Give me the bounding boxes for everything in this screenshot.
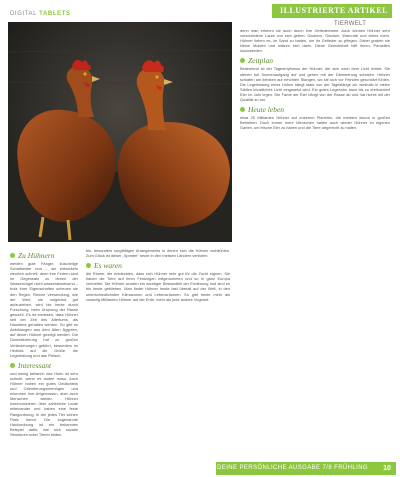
page-footer [0, 462, 400, 477]
bullet-icon [10, 363, 15, 368]
body-paragraph: die Römer, die entdeckten, dass sich Hühner sehr gut für die Zucht eignen. Sie haben die Tiere auf ihren Feldzügen mitgenommen und so in ganz Europa verbreitet. Die Hühner wurden ein wichtiger Bestandteil der Ernährung und sind es bis heute geblieben. Man findet Hühner heute fast überall auf der Welt, in den unterschiedlichsten Klimazonen und Lebensräumen. Es gibt heute mehr als zwanzig Milliarden Hühner auf der Erde, mehr als jede andere Vogelart. [86, 271, 230, 302]
article-column-3 [240, 28, 390, 132]
article-column-1 [10, 248, 78, 439]
body-paragraph: Bedeutend ist der Tagesrhythmus der Hühner, der sich nach dem Licht richtet. Sie stehen bei Sonnenaufgang auf und gehen mit der Dämmerung schlafen. Hühner schlafen am liebsten auf erhöhten Stangen, wo sie sich vor Feinden geschützt fühlen. Die Legeleistung eines Huhns hängt stark von der Tageslänge ab, weshalb in vielen Ställen künstliches Licht eingesetzt wird. Ein gutes Legehuhn kann bis zu dreihundert Eier im Jahr legen. Die Farbe der Eier hängt von der Rasse ab und hat nichts mit der Qualität zu tun. [240, 66, 390, 103]
body-paragraph: und wenig bekannt: das Huhn ist sehr schnell, wenn es laufen muss. Auch Hühner haben ein gutes Gedächtnis und Orientierungsvermögen und erkennen ihre Artgenossen, aber auch Menschen wieder. Hühner kommunizieren über zahlreiche Laute miteinander und haben eine feste Rangordnung, in der jedes Tier seinen Platz kennt. Die sogenannte Hackordnung ist ein bekanntes Beispiel dafür, wie sich soziale Strukturen unter Tieren bilden. [10, 370, 78, 437]
magazine-issue: DEINE PERSÖNLICHE AUSGABE 7/8 FRÜHLING [217, 465, 368, 471]
body-paragraph: werden gute Fänger, kuschelige Schlafnester und – sie entwickeln ziemlich schnell, denn ihre Federn sind im Gegensatz zu denen der Wassenvögel nicht wasserabweisend – trotz ihrer Eigenschaften scheuen sie den Regen. Reiche Verwendung, wie der Wert, sie möglichst gut aufzuziehen, wird bis heute durch Forschung, beim Ursprung der Rasse gesucht. Es ist erwiesen, dass Hühner seit der Zeit des Altertums, als Haustiere gehalten werden. So gibt es Abbildungen aus dem Alten Ägypten, auf denen Hühner gezeigt werden. Die Domestizierung hat zu großen Veränderungen geführt, besonders im Hinblick auf die Größe, die Legeleistung und das Fleisch. [10, 261, 78, 358]
bullet-icon [10, 253, 15, 258]
bullet-icon [240, 58, 245, 63]
article-column-2 [86, 248, 230, 304]
section-label-main: DIGITAL [10, 11, 37, 17]
section-heading [10, 251, 78, 260]
section-heading-text: Heute leben [248, 105, 285, 115]
section-heading [240, 56, 390, 65]
section-heading-text: Es waren [94, 261, 122, 271]
section-heading [86, 261, 230, 270]
body-paragraph: bis, besonders sorgfältigen Arrangements in denen sich die Hühner wohlfühlen. Zum Glück ist dieser „Sprinter“ heute in den meisten Ländern verboten. [86, 248, 230, 259]
page-subtitle: TIERWELT [334, 21, 367, 27]
section-heading-text: Interessant [18, 360, 52, 370]
section-heading-text: Zeitplan [248, 56, 274, 66]
page-title: ILLUSTRIERTE ARTIKEL & TEXTE [280, 6, 388, 29]
body-paragraph: denn man erkennt sie auch durch ihre Gefiederfarbe. Auch können Hühner sehr verschiedene Laute von sich geben: Gackern, Glucken, Warnrufe und vieles mehr. Hühner lieben es, im Sand zu baden, um ihr Gefieder zu pflegen. Dabei graben sie kleine Mulden und wälzen sich darin. Diese Gewohnheit hilft ihnen, Parasiten loszuwerden. [240, 28, 390, 54]
section-label-accent: TABLETS [39, 11, 71, 17]
chicken-photo [8, 22, 232, 242]
chicken-illustration [8, 22, 232, 242]
section-heading [10, 361, 78, 370]
body-paragraph: etwa 25 Milliarden Hühner auf unserem Planeten, die meisten davon in großen Betrieben. Doch immer mehr Menschen halten auch wieder Hühner im eigenen Garten, um frische Eier zu haben und die Tiere artgerecht zu halten. [240, 115, 390, 131]
section-label [10, 11, 71, 17]
page-number: 10 [378, 462, 396, 475]
bullet-icon [240, 107, 245, 112]
footer-band [216, 462, 392, 475]
bullet-icon [86, 263, 91, 268]
section-heading [240, 105, 390, 114]
section-heading-text: Zu Hühnern [18, 251, 55, 260]
